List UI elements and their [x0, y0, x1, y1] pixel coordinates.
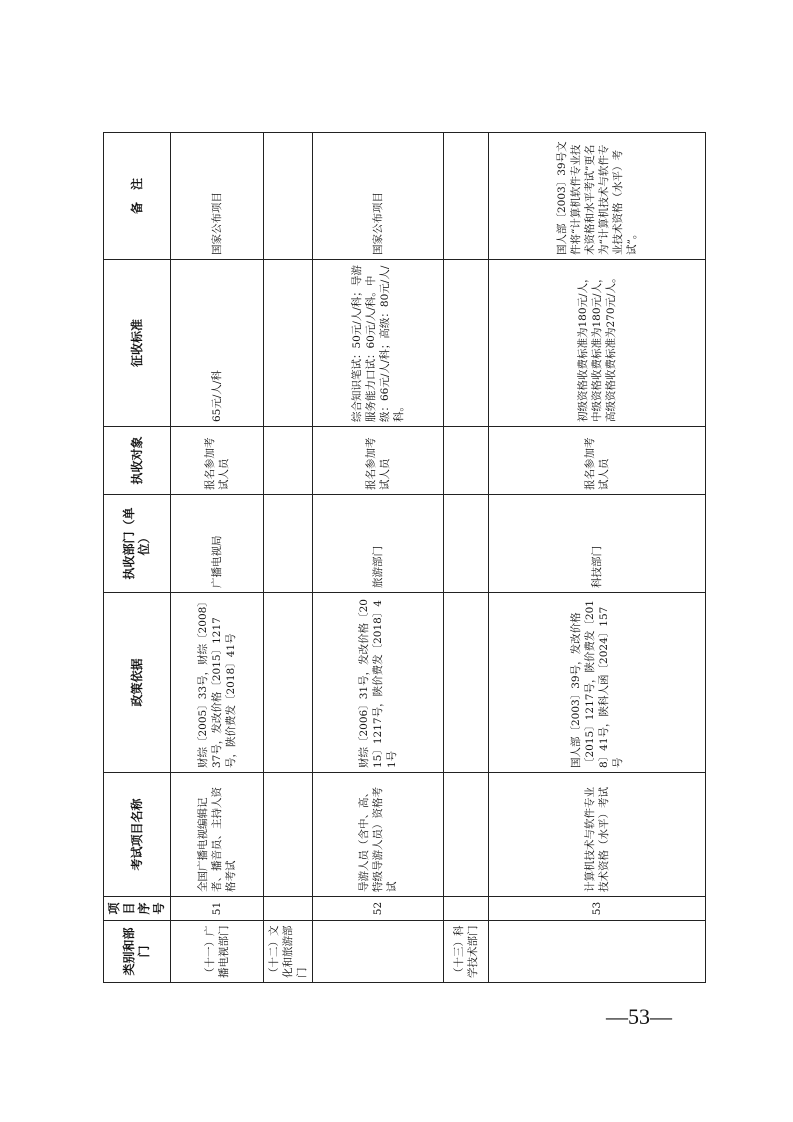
exam-name-cell: 全国广播电视编辑记者、播音员、主持人资格考试	[171, 773, 264, 897]
standard-cell: 65元/人/科	[171, 260, 264, 427]
header-target: 执收对象	[104, 427, 171, 495]
page-number: —53—	[606, 1004, 672, 1029]
remark-cell	[264, 133, 313, 260]
header-exam: 考试项目名称	[104, 773, 171, 897]
category-cell: （十二）文化和旅游部门	[264, 921, 313, 983]
category-cell	[313, 921, 444, 983]
header-basis: 政策依据	[104, 593, 171, 773]
standard-cell: 综合知识笔试：50元/人/科；导游服务能力口试：60元/人/科。中级：66元/人/科；高级：80元/人/科。	[313, 260, 444, 427]
remark-cell: 国家公布项目	[171, 133, 264, 260]
target-cell	[264, 427, 313, 495]
header-row	[104, 133, 171, 983]
table-row	[444, 133, 489, 983]
category-cell: （十三）科学技术部门	[444, 921, 489, 983]
target-cell	[444, 427, 489, 495]
dept-cell	[264, 495, 313, 593]
target-cell: 报名参加考试人员	[313, 427, 444, 495]
policy-basis-cell	[264, 593, 313, 773]
fee-table	[103, 132, 706, 983]
exam-name-cell: 计算机技术与软件专业技术资格（水平）考试	[489, 773, 706, 897]
policy-basis-cell	[444, 593, 489, 773]
exam-name-cell	[264, 773, 313, 897]
header-remark: 备 注	[104, 133, 171, 260]
policy-basis-cell: 财综〔2006〕31号，发改价格〔2015〕1217号，陕价费发〔2018〕41号	[313, 593, 444, 773]
rotated-page-content	[103, 133, 693, 983]
header-category: 类别和部门	[104, 921, 171, 983]
remark-cell: 国人部〔2003〕39号文件将“计算机软件专业技术资格和水平考试”更名为“计算机技术与软件专业技术资格（水平）考试”。	[489, 133, 706, 260]
policy-basis-cell: 国人部〔2003〕39号，发改价格〔2015〕1217号，陕价费发〔2018〕41号，陕科人函〔2024〕157号	[489, 593, 706, 773]
standard-cell: 初级资格收费标准为180元/人，中级资格收费标准为180元/人，高级资格收费标准为270元/人。	[489, 260, 706, 427]
header-seq: 项目序号	[104, 897, 171, 921]
seq-cell: 53	[489, 897, 706, 921]
policy-basis-cell: 财综〔2005〕33号，财综〔2008〕37号，发改价格〔2015〕1217号，陕价费发〔2018〕41号	[171, 593, 264, 773]
table-row	[489, 133, 706, 983]
seq-cell: 51	[171, 897, 264, 921]
table-row	[313, 133, 444, 983]
dept-cell: 科技部门	[489, 495, 706, 593]
target-cell: 报名参加考试人员	[489, 427, 706, 495]
header-standard: 征收标准	[104, 260, 171, 427]
table-row	[171, 133, 264, 983]
header-dept: 执收部门（单位）	[104, 495, 171, 593]
remark-cell	[444, 133, 489, 260]
exam-name-cell: 导游人员（含中、高、特级导游人员）资格考试	[313, 773, 444, 897]
seq-cell	[264, 897, 313, 921]
dept-cell	[444, 495, 489, 593]
remark-cell: 国家公布项目	[313, 133, 444, 260]
dept-cell: 旅游部门	[313, 495, 444, 593]
target-cell: 报名参加考试人员	[171, 427, 264, 495]
table-row	[264, 133, 313, 983]
dept-cell: 广播电视局	[171, 495, 264, 593]
exam-name-cell	[444, 773, 489, 897]
category-cell	[489, 921, 706, 983]
seq-cell: 52	[313, 897, 444, 921]
category-cell: （十一）广播电视部门	[171, 921, 264, 983]
standard-cell	[264, 260, 313, 427]
seq-cell	[444, 897, 489, 921]
standard-cell	[444, 260, 489, 427]
